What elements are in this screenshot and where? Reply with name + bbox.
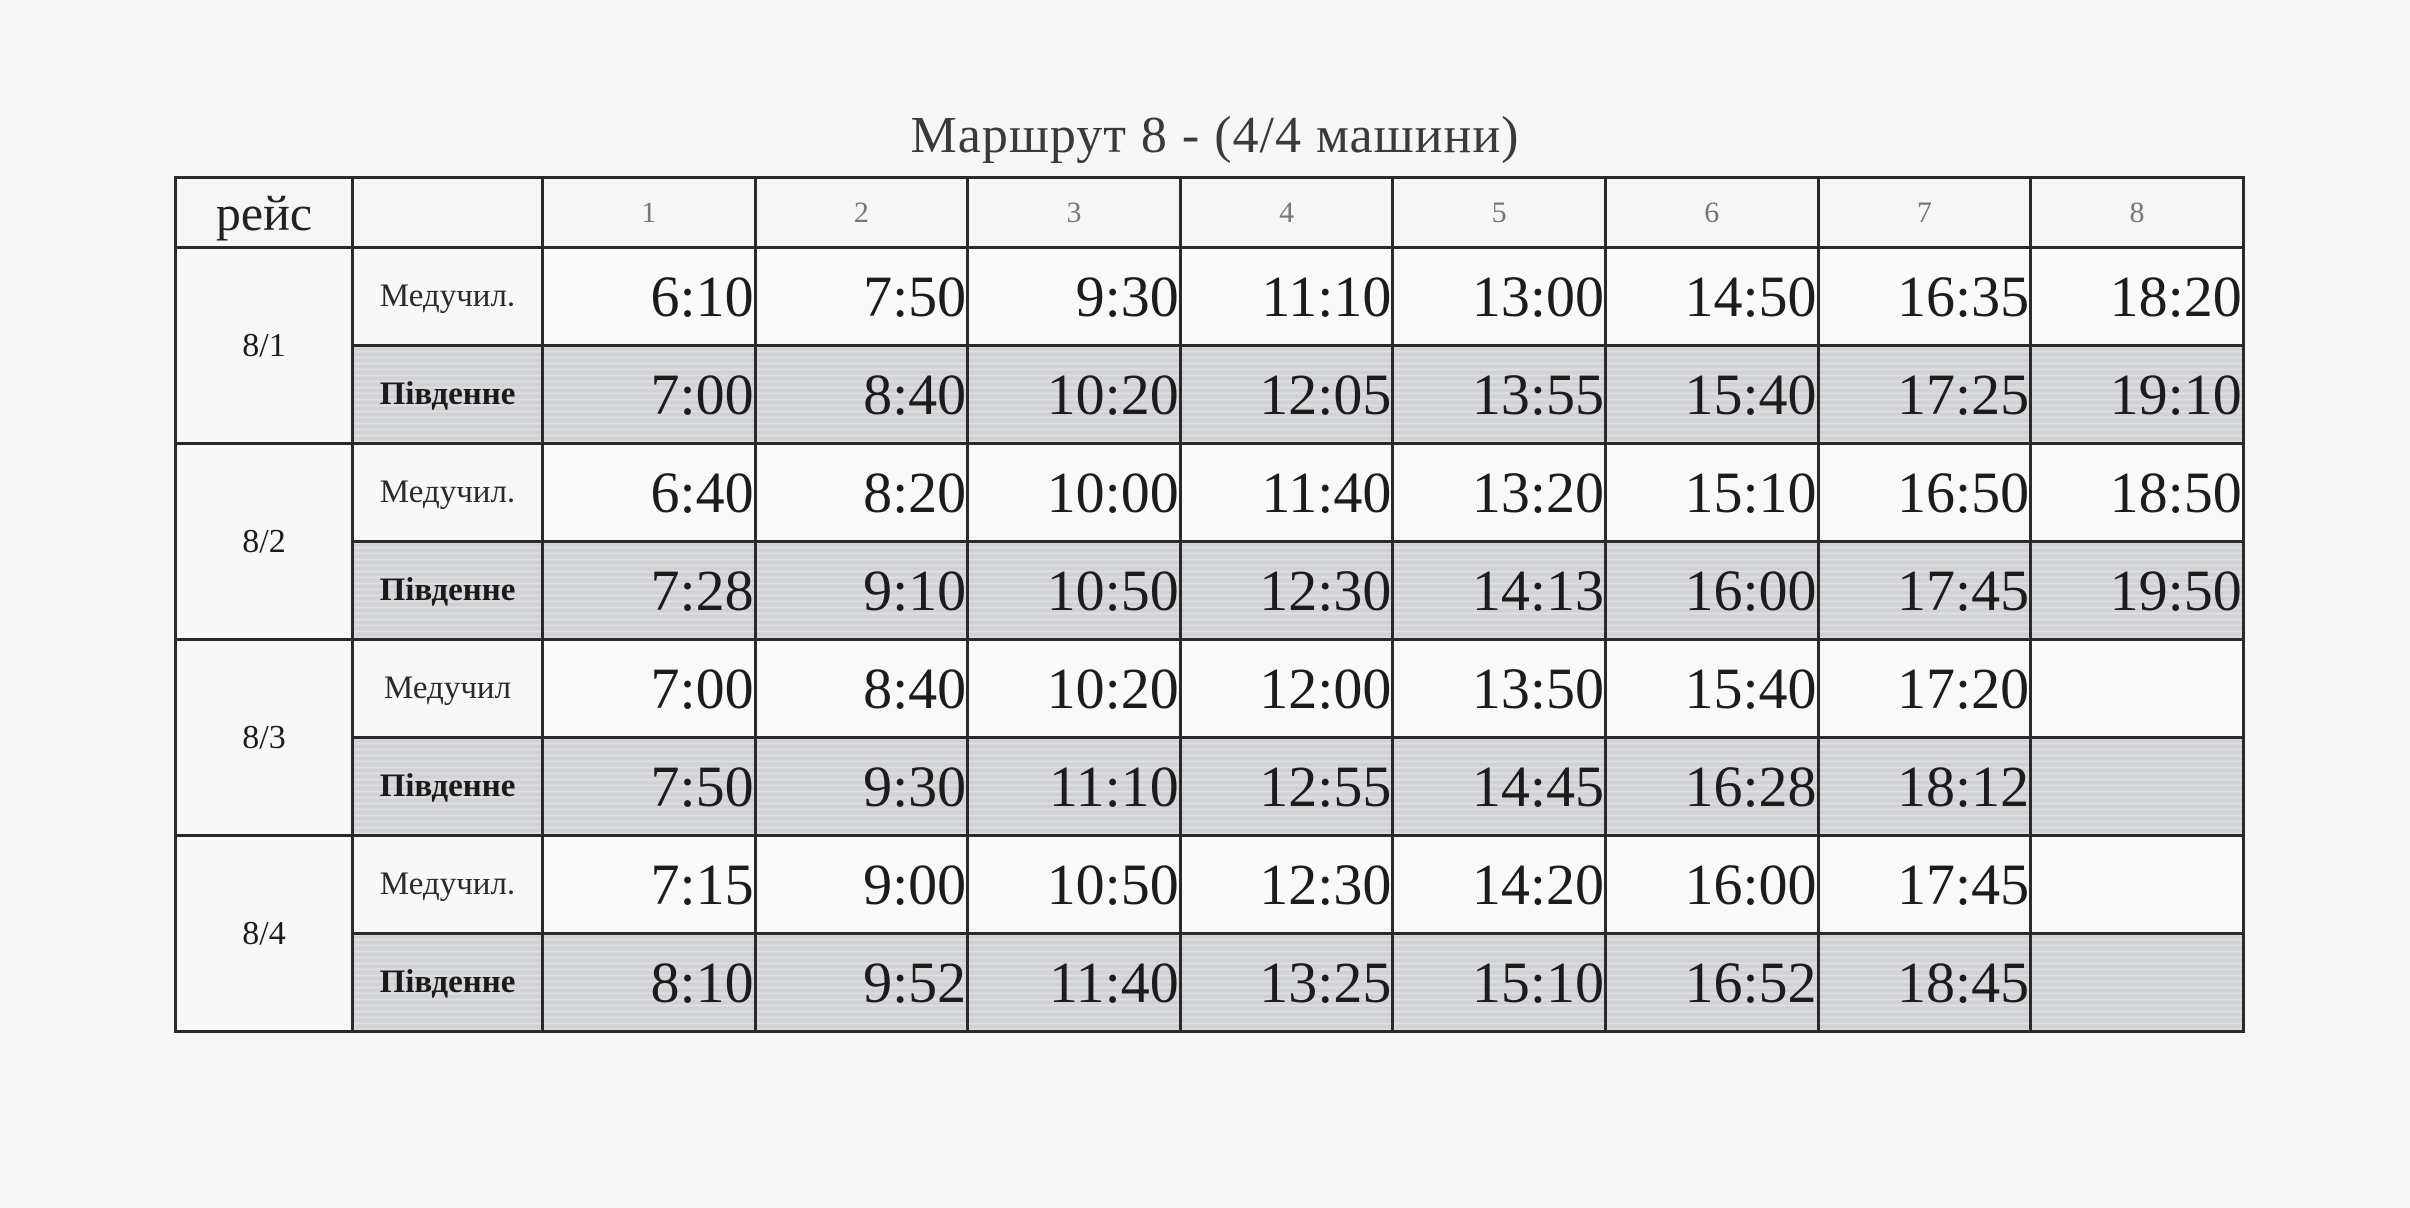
departure-time-cell: 12:00 bbox=[1180, 640, 1393, 738]
departure-time-cell: 6:10 bbox=[543, 248, 756, 346]
departure-time-cell: 14:13 bbox=[1393, 542, 1606, 640]
departure-time-cell: 11:10 bbox=[968, 738, 1181, 836]
departure-time-cell: 11:40 bbox=[1180, 444, 1393, 542]
slot-header: 8 bbox=[2031, 178, 2244, 248]
departure-time-cell: 18:45 bbox=[1818, 934, 2031, 1032]
departure-time-cell: 16:52 bbox=[1605, 934, 1818, 1032]
stop-name-cell: Південне bbox=[353, 346, 543, 444]
departure-time-cell: 16:00 bbox=[1605, 836, 1818, 934]
departure-time-cell: 9:10 bbox=[755, 542, 968, 640]
departure-time-cell: 19:10 bbox=[2031, 346, 2244, 444]
header-row bbox=[176, 178, 2244, 248]
stop-name-cell: Медучил. bbox=[353, 836, 543, 934]
departure-time-cell: 13:00 bbox=[1393, 248, 1606, 346]
schedule-table bbox=[174, 176, 2245, 1033]
table-row bbox=[176, 248, 2244, 346]
departure-time-cell: 9:30 bbox=[755, 738, 968, 836]
departure-time-cell bbox=[2031, 836, 2244, 934]
departure-time-cell: 8:40 bbox=[755, 346, 968, 444]
departure-time-cell: 15:10 bbox=[1605, 444, 1818, 542]
departure-time-cell: 7:50 bbox=[543, 738, 756, 836]
departure-time-cell: 18:50 bbox=[2031, 444, 2244, 542]
departure-time-cell: 11:10 bbox=[1180, 248, 1393, 346]
departure-time-cell: 16:28 bbox=[1605, 738, 1818, 836]
departure-time-cell: 7:00 bbox=[543, 346, 756, 444]
slot-header: 4 bbox=[1180, 178, 1393, 248]
departure-time-cell: 8:10 bbox=[543, 934, 756, 1032]
stop-name-cell: Медучил. bbox=[353, 248, 543, 346]
departure-time-cell bbox=[2031, 934, 2244, 1032]
departure-time-cell: 14:45 bbox=[1393, 738, 1606, 836]
slot-header: 7 bbox=[1818, 178, 2031, 248]
departure-time-cell: 13:55 bbox=[1393, 346, 1606, 444]
table-row bbox=[176, 346, 2244, 444]
departure-time-cell: 13:20 bbox=[1393, 444, 1606, 542]
slot-header: 5 bbox=[1393, 178, 1606, 248]
stop-column-header bbox=[353, 178, 543, 248]
stop-name-cell: Медучил bbox=[353, 640, 543, 738]
table-row bbox=[176, 640, 2244, 738]
departure-time-cell: 12:30 bbox=[1180, 542, 1393, 640]
trip-number-cell: 8/2 bbox=[176, 444, 353, 640]
departure-time-cell: 17:45 bbox=[1818, 542, 2031, 640]
table-row bbox=[176, 934, 2244, 1032]
departure-time-cell: 15:40 bbox=[1605, 640, 1818, 738]
departure-time-cell: 9:52 bbox=[755, 934, 968, 1032]
table-row bbox=[176, 738, 2244, 836]
departure-time-cell: 15:40 bbox=[1605, 346, 1818, 444]
departure-time-cell: 11:40 bbox=[968, 934, 1181, 1032]
stop-name-cell: Південне bbox=[353, 934, 543, 1032]
departure-time-cell: 16:00 bbox=[1605, 542, 1818, 640]
departure-time-cell: 7:28 bbox=[543, 542, 756, 640]
table-row bbox=[176, 444, 2244, 542]
departure-time-cell: 17:20 bbox=[1818, 640, 2031, 738]
departure-time-cell: 7:15 bbox=[543, 836, 756, 934]
trip-column-header: рейс bbox=[176, 178, 353, 248]
departure-time-cell: 18:12 bbox=[1818, 738, 2031, 836]
trip-number-cell: 8/3 bbox=[176, 640, 353, 836]
departure-time-cell: 7:00 bbox=[543, 640, 756, 738]
departure-time-cell: 10:20 bbox=[968, 640, 1181, 738]
table-row bbox=[176, 836, 2244, 934]
departure-time-cell: 16:35 bbox=[1818, 248, 2031, 346]
departure-time-cell: 12:55 bbox=[1180, 738, 1393, 836]
schedule-body bbox=[176, 248, 2244, 1032]
departure-time-cell: 14:50 bbox=[1605, 248, 1818, 346]
departure-time-cell: 19:50 bbox=[2031, 542, 2244, 640]
departure-time-cell: 15:10 bbox=[1393, 934, 1606, 1032]
departure-time-cell: 8:20 bbox=[755, 444, 968, 542]
departure-time-cell: 8:40 bbox=[755, 640, 968, 738]
departure-time-cell: 10:50 bbox=[968, 542, 1181, 640]
departure-time-cell: 9:00 bbox=[755, 836, 968, 934]
departure-time-cell: 7:50 bbox=[755, 248, 968, 346]
stop-name-cell: Південне bbox=[353, 738, 543, 836]
departure-time-cell: 14:20 bbox=[1393, 836, 1606, 934]
departure-time-cell: 18:20 bbox=[2031, 248, 2244, 346]
departure-time-cell: 12:05 bbox=[1180, 346, 1393, 444]
departure-time-cell: 10:20 bbox=[968, 346, 1181, 444]
stop-name-cell: Медучил. bbox=[353, 444, 543, 542]
page-title: Маршрут 8 - (4/4 машини) bbox=[910, 107, 1520, 164]
trip-number-cell: 8/4 bbox=[176, 836, 353, 1032]
slot-header: 1 bbox=[543, 178, 756, 248]
departure-time-cell: 12:30 bbox=[1180, 836, 1393, 934]
slot-header: 3 bbox=[968, 178, 1181, 248]
departure-time-cell: 6:40 bbox=[543, 444, 756, 542]
trip-number-cell: 8/1 bbox=[176, 248, 353, 444]
slot-header: 6 bbox=[1605, 178, 1818, 248]
departure-time-cell: 13:50 bbox=[1393, 640, 1606, 738]
departure-time-cell: 17:25 bbox=[1818, 346, 2031, 444]
slot-header: 2 bbox=[755, 178, 968, 248]
departure-time-cell: 10:00 bbox=[968, 444, 1181, 542]
departure-time-cell: 17:45 bbox=[1818, 836, 2031, 934]
departure-time-cell: 16:50 bbox=[1818, 444, 2031, 542]
departure-time-cell: 9:30 bbox=[968, 248, 1181, 346]
departure-time-cell bbox=[2031, 738, 2244, 836]
departure-time-cell: 10:50 bbox=[968, 836, 1181, 934]
departure-time-cell: 13:25 bbox=[1180, 934, 1393, 1032]
table-row bbox=[176, 542, 2244, 640]
stop-name-cell: Південне bbox=[353, 542, 543, 640]
departure-time-cell bbox=[2031, 640, 2244, 738]
